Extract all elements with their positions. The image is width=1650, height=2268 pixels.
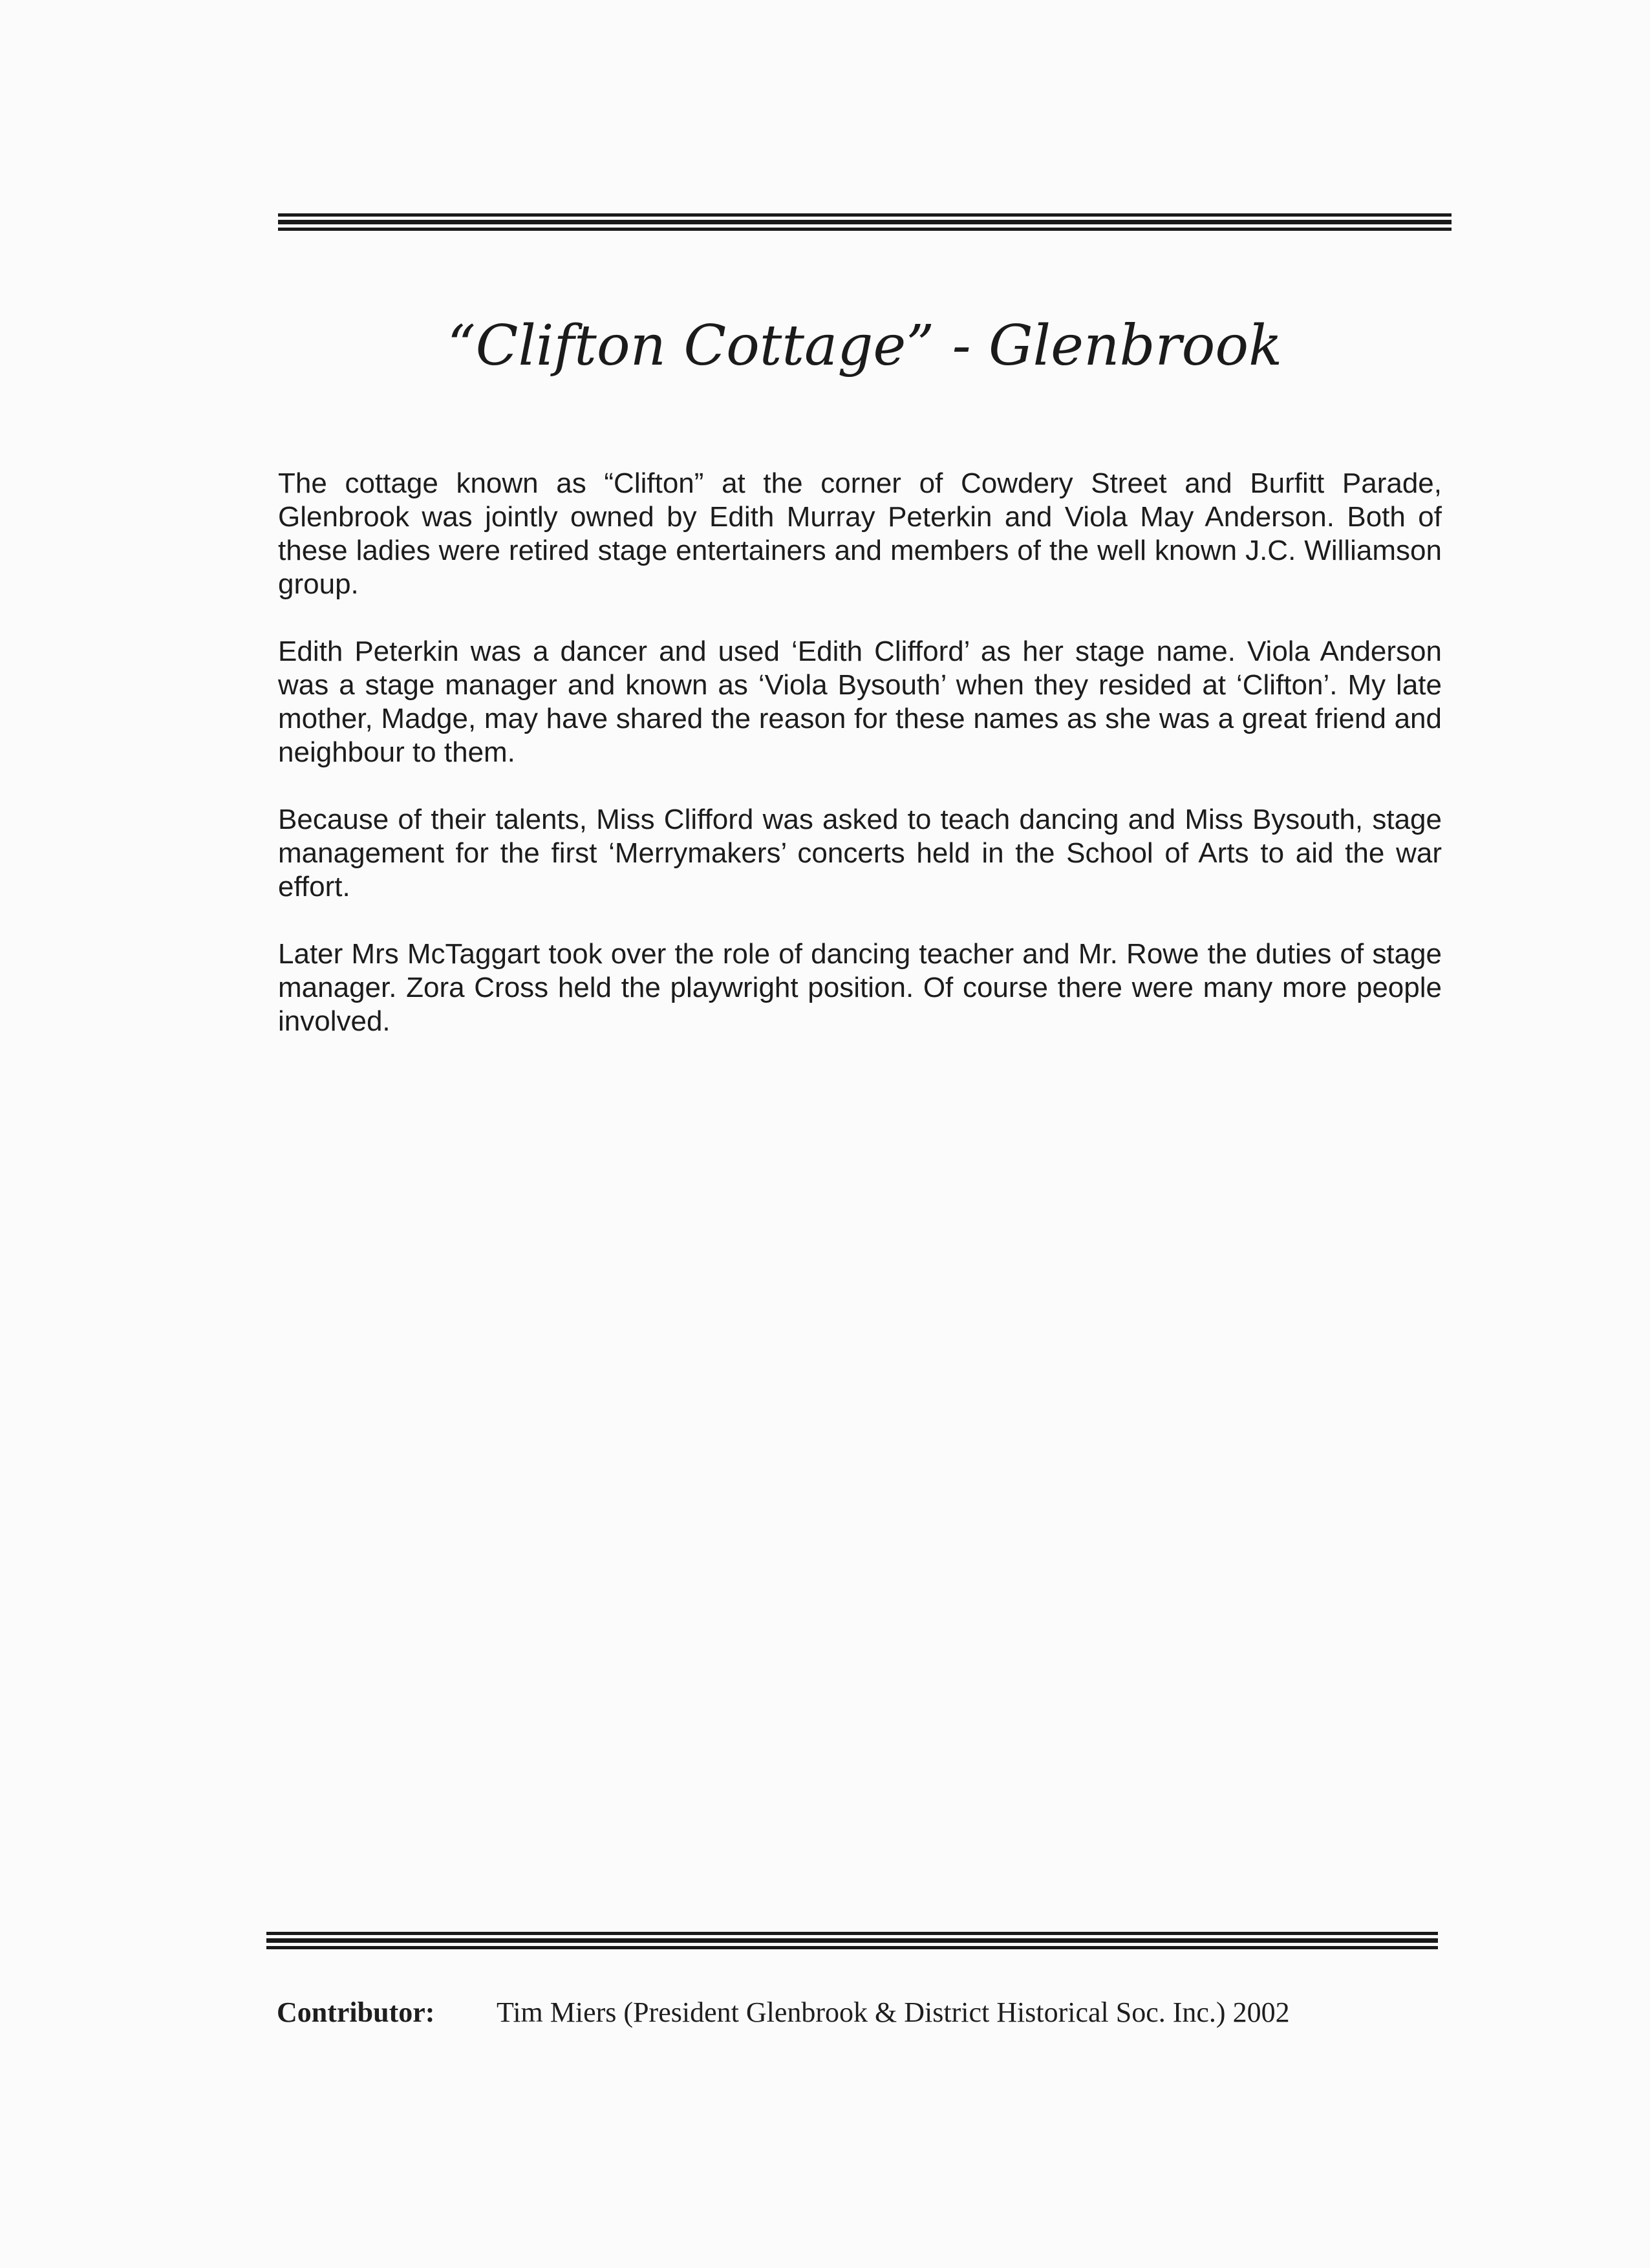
body-text <box>278 467 1442 1072</box>
rule-line <box>278 213 1452 217</box>
top-divider-rule <box>278 213 1452 231</box>
paragraph: Edith Peterkin was a dancer and used ‘Edith Clifford’ as her stage name. Viola Anderson was a stage manager and known as ‘Viola Bysouth’ when they resided at ‘Clifton’. My late mother, Madge, may have shared the reason for these names as she was a great friend and neighbour to them. <box>278 636 1442 768</box>
contributor-label: Contributor: <box>277 1996 435 2028</box>
rule-line <box>266 1946 1438 1949</box>
paragraph: The cottage known as “Clifton” at the corner of Cowdery Street and Burfitt Parade, Glenbrook was jointly owned by Edith Murray Peterkin and Viola May Anderson. Both of these ladies were retired stage entertainers and members of the well known J.C. Williamson group. <box>278 467 1442 600</box>
paragraph: Because of their talents, Miss Clifford was asked to teach dancing and Miss Bysouth, stage management for the first ‘Merrymakers’ concerts held in the School of Arts to aid the war effort. <box>278 804 1442 903</box>
rule-line <box>278 228 1452 231</box>
contributor-text: Tim Miers (President Glenbrook & District Historical Soc. Inc.) 2002 <box>497 1996 1290 2028</box>
rule-line <box>266 1932 1438 1935</box>
contributor-line <box>277 1995 1460 2031</box>
paragraph: Later Mrs McTaggart took over the role of dancing teacher and Mr. Rowe the duties of stage manager. Zora Cross held the playwright position. Of course there were many more people involved. <box>278 938 1442 1037</box>
rule-line <box>266 1938 1438 1943</box>
bottom-divider-rule <box>266 1932 1438 1950</box>
page-title: “Clifton Cottage” - Glenbrook <box>447 314 1283 378</box>
rule-line <box>278 220 1452 224</box>
